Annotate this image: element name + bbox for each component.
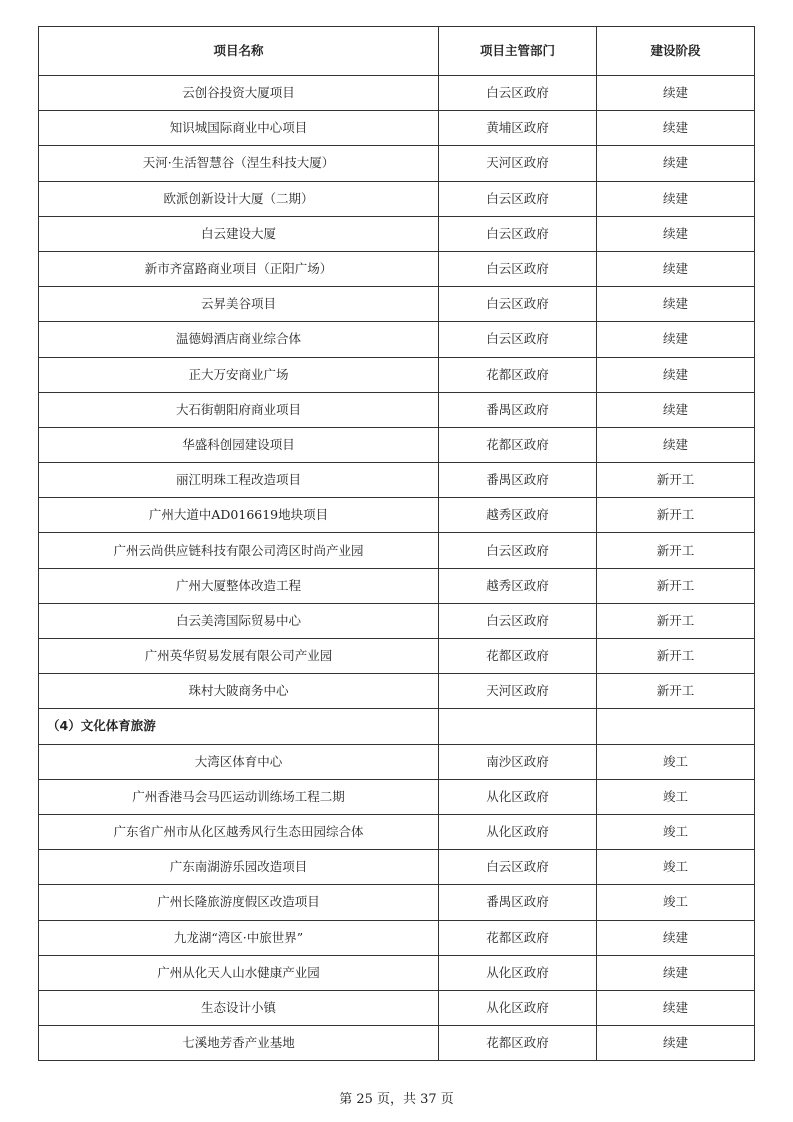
cell-department: 从化区政府 <box>439 779 597 814</box>
cell-stage: 新开工 <box>597 639 755 674</box>
cell-department: 白云区政府 <box>439 322 597 357</box>
cell-project-name: 广州大厦整体改造工程 <box>39 568 439 603</box>
cell-department: 花都区政府 <box>439 427 597 462</box>
table-body <box>39 76 755 1061</box>
cell-department: 天河区政府 <box>439 146 597 181</box>
cell-project-name: 广州长隆旅游度假区改造项目 <box>39 885 439 920</box>
cell-department: 从化区政府 <box>439 955 597 990</box>
cell-department: 白云区政府 <box>439 603 597 638</box>
cell-department: 白云区政府 <box>439 76 597 111</box>
cell-department: 花都区政府 <box>439 920 597 955</box>
cell-stage: 续建 <box>597 1026 755 1061</box>
cell-stage: 竣工 <box>597 744 755 779</box>
cell-project-name: 珠村大陂商务中心 <box>39 674 439 709</box>
table-row <box>39 181 755 216</box>
cell-stage: 续建 <box>597 427 755 462</box>
cell-project-name: 白云建设大厦 <box>39 216 439 251</box>
cell-project-name: 广东南湖游乐园改造项目 <box>39 850 439 885</box>
cell-department: 南沙区政府 <box>439 744 597 779</box>
cell-project-name: 广州香港马会马匹运动训练场工程二期 <box>39 779 439 814</box>
cell-stage: 续建 <box>597 181 755 216</box>
table-row <box>39 814 755 849</box>
table-row <box>39 850 755 885</box>
cell-department: 白云区政府 <box>439 533 597 568</box>
cell-stage: 竣工 <box>597 885 755 920</box>
cell-stage: 续建 <box>597 955 755 990</box>
cell-project-name: 知识城国际商业中心项目 <box>39 111 439 146</box>
header-stage: 建设阶段 <box>597 27 755 76</box>
cell-project-name: 七溪地芳香产业基地 <box>39 1026 439 1061</box>
cell-project-name: 丽江明珠工程改造项目 <box>39 463 439 498</box>
cell-project-name: 广东省广州市从化区越秀风行生态田园综合体 <box>39 814 439 849</box>
table-row <box>39 498 755 533</box>
table-row <box>39 885 755 920</box>
cell-department: 越秀区政府 <box>439 498 597 533</box>
cell-department: 从化区政府 <box>439 814 597 849</box>
cell-department: 番禺区政府 <box>439 463 597 498</box>
section-row <box>39 709 755 744</box>
cell-department: 白云区政府 <box>439 287 597 322</box>
cell-department: 番禺区政府 <box>439 392 597 427</box>
cell-project-name: 广州大道中AD016619地块项目 <box>39 498 439 533</box>
table-row <box>39 990 755 1025</box>
cell-project-name: 大石街朝阳府商业项目 <box>39 392 439 427</box>
cell-stage: 续建 <box>597 392 755 427</box>
table-row <box>39 357 755 392</box>
table-row <box>39 639 755 674</box>
cell-stage: 续建 <box>597 287 755 322</box>
table-row <box>39 674 755 709</box>
table-row <box>39 955 755 990</box>
cell-project-name: 广州从化天人山水健康产业园 <box>39 955 439 990</box>
project-table <box>38 26 755 1061</box>
cell-department: 白云区政府 <box>439 850 597 885</box>
table-row <box>39 146 755 181</box>
header-project-name: 项目名称 <box>39 27 439 76</box>
cell-department: 花都区政府 <box>439 1026 597 1061</box>
section-title: （4）文化体育旅游 <box>39 709 439 744</box>
table-row <box>39 216 755 251</box>
cell-stage: 续建 <box>597 216 755 251</box>
table-row <box>39 1026 755 1061</box>
table-row <box>39 287 755 322</box>
cell-stage: 续建 <box>597 990 755 1025</box>
cell-stage: 新开工 <box>597 463 755 498</box>
cell-stage: 续建 <box>597 146 755 181</box>
cell-stage: 续建 <box>597 111 755 146</box>
cell-project-name: 天河·生活智慧谷（涅生科技大厦） <box>39 146 439 181</box>
table-row <box>39 744 755 779</box>
cell-department: 白云区政府 <box>439 216 597 251</box>
cell-stage: 续建 <box>597 322 755 357</box>
cell-stage: 续建 <box>597 251 755 286</box>
cell-stage: 新开工 <box>597 498 755 533</box>
table-row <box>39 322 755 357</box>
cell-stage: 新开工 <box>597 533 755 568</box>
table-header-row <box>39 27 755 76</box>
cell-project-name: 白云美湾国际贸易中心 <box>39 603 439 638</box>
cell-department: 天河区政府 <box>439 674 597 709</box>
cell-stage: 续建 <box>597 76 755 111</box>
cell-stage: 续建 <box>597 357 755 392</box>
table-row <box>39 111 755 146</box>
cell-stage: 竣工 <box>597 850 755 885</box>
table-row <box>39 568 755 603</box>
cell-department: 花都区政府 <box>439 639 597 674</box>
cell-project-name: 云创谷投资大厦项目 <box>39 76 439 111</box>
table-row <box>39 392 755 427</box>
table-row <box>39 76 755 111</box>
cell-stage <box>597 709 755 744</box>
cell-department: 白云区政府 <box>439 251 597 286</box>
cell-stage: 新开工 <box>597 603 755 638</box>
cell-department: 花都区政府 <box>439 357 597 392</box>
cell-project-name: 九龙湖“湾区·中旅世界” <box>39 920 439 955</box>
table-row <box>39 779 755 814</box>
cell-project-name: 广州云尚供应链科技有限公司湾区时尚产业园 <box>39 533 439 568</box>
cell-stage: 续建 <box>597 920 755 955</box>
cell-stage: 竣工 <box>597 779 755 814</box>
table-row <box>39 463 755 498</box>
cell-project-name: 大湾区体育中心 <box>39 744 439 779</box>
header-department: 项目主管部门 <box>439 27 597 76</box>
cell-project-name: 欧派创新设计大厦（二期） <box>39 181 439 216</box>
cell-project-name: 云昇美谷项目 <box>39 287 439 322</box>
cell-project-name: 新市齐富路商业项目（正阳广场） <box>39 251 439 286</box>
cell-stage: 竣工 <box>597 814 755 849</box>
cell-department: 越秀区政府 <box>439 568 597 603</box>
cell-project-name: 温德姆酒店商业综合体 <box>39 322 439 357</box>
cell-department: 从化区政府 <box>439 990 597 1025</box>
cell-department: 白云区政府 <box>439 181 597 216</box>
cell-stage: 新开工 <box>597 568 755 603</box>
cell-project-name: 华盛科创园建设项目 <box>39 427 439 462</box>
table-row <box>39 920 755 955</box>
cell-project-name: 广州英华贸易发展有限公司产业园 <box>39 639 439 674</box>
cell-stage: 新开工 <box>597 674 755 709</box>
table-row <box>39 533 755 568</box>
page-number: 第 25 页，共 37 页 <box>339 1092 454 1107</box>
table-row <box>39 251 755 286</box>
cell-department <box>439 709 597 744</box>
cell-department: 黄埔区政府 <box>439 111 597 146</box>
cell-department: 番禺区政府 <box>439 885 597 920</box>
table-row <box>39 603 755 638</box>
cell-project-name: 生态设计小镇 <box>39 990 439 1025</box>
table-row <box>39 427 755 462</box>
cell-project-name: 正大万安商业广场 <box>39 357 439 392</box>
